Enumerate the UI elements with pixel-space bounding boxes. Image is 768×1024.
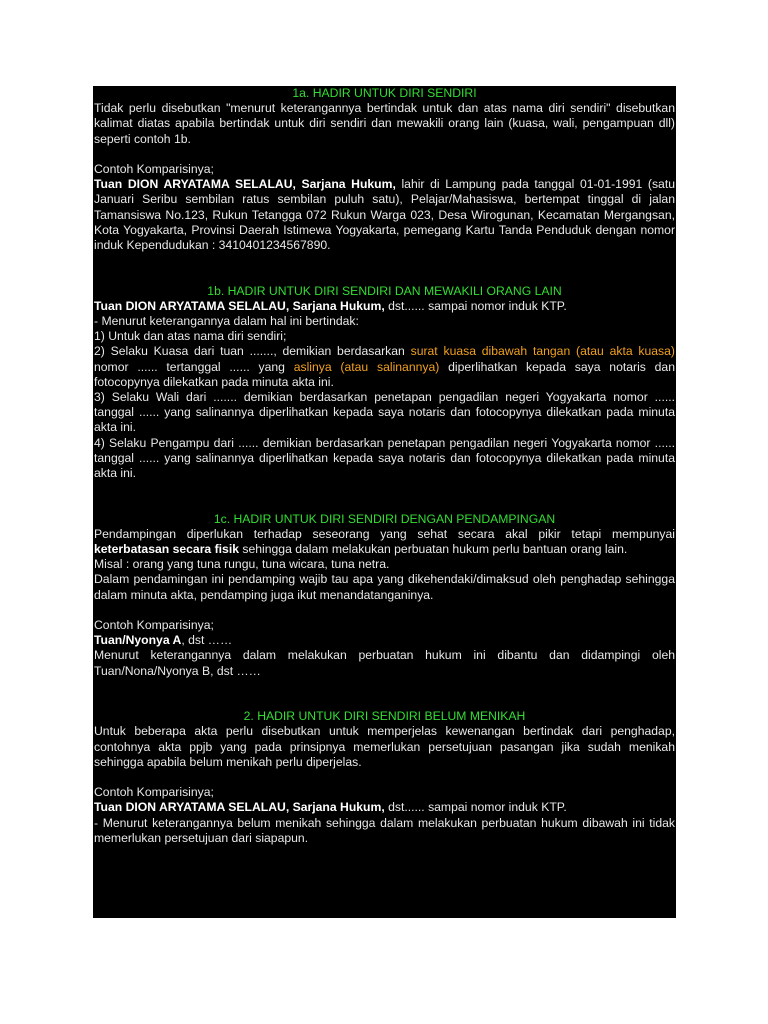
section-2-example-body: - Menurut keterangannya belum menikah sehingga dalam melakukan perbuatan hukum dibawah ini tidak memerlukan persetujuan dari siapapun. — [94, 815, 675, 845]
section-1c-p1-b: sehingga dalam melakukan perbuatan hukum perlu bantuan orang lain. — [239, 542, 628, 557]
section-1b-name: Tuan DION ARYATAMA SELALAU, Sarjana Hukum, — [94, 298, 385, 313]
section-1a-example-name: Tuan DION ARYATAMA SELALAU, Sarjana Hukum, — [94, 177, 396, 192]
section-1c-heading: 1c. HADIR UNTUK DIRI SENDIRI DENGAN PENDAMPINGAN — [213, 511, 556, 526]
section-2-example-name: Tuan DION ARYATAMA SELALAU, Sarjana Hukum, — [94, 800, 385, 815]
section-1b-heading: 1b. HADIR UNTUK DIRI SENDIRI DAN MEWAKILI ORANG LAIN — [207, 283, 562, 298]
section-1b-intro: - Menurut keterangannya dalam hal ini bertindak: — [94, 314, 359, 329]
section-1b-name-rest: dst...... sampai nomor induk KTP. — [384, 298, 567, 313]
section-1c-paragraph-1 — [94, 527, 675, 557]
section-1c-example-name-rest: , dst …… — [181, 633, 233, 648]
section-1c-p1-bold: keterbatasan secara fisik — [94, 542, 239, 557]
section-1a-heading: 1a. HADIR UNTUK DIRI SENDIRI — [292, 86, 477, 100]
section-1b-item-2-a: 2) Selaku Kuasa dari tuan ......., demikian berdasarkan — [94, 344, 411, 359]
section-1b-item-1: 1) Untuk dan atas nama diri sendiri; — [94, 329, 287, 344]
section-1a-example — [94, 177, 675, 253]
section-1b-item-2-c: diperlihatkan kepada saya notaris dan fotocopynya dilekatkan pada minuta akta ini. — [94, 359, 675, 389]
section-1c-p1-a: Pendampingan diperlukan terhadap seseorang yang sehat secara akal pikir tetapi mempunyai — [94, 526, 675, 541]
section-1a-example-rest: lahir di Lampung pada tanggal 01-01-1991 (satu Januari Seribu sembilan ratus sembilan puluh satu), Pelajar/Mahasiswa, bertempat tinggal di jalan Tamansiswa No.123, Rukun Tetangga 072 Rukun Warga 023, Desa Wirogunan, Kecamatan Mergangsan, Kota Yogyakarta, Provinsi Daerah Istimewa Yogyakarta, pemegang Kartu Tanda Penduduk dengan nomor induk Kependudukan : 3410401234567890. — [94, 177, 675, 253]
document-page — [93, 86, 676, 918]
section-1c-example-name-line — [94, 633, 675, 648]
section-1c-example-label: Contoh Komparisinya; — [94, 618, 214, 633]
section-2-heading: 2. HADIR UNTUK DIRI SENDIRI BELUM MENIKAH — [243, 709, 526, 724]
section-1b-item-2-b: nomor ...... tertanggal ...... yang — [94, 359, 294, 374]
section-1b-item-2-highlight-1: surat kuasa dibawah tangan (atau akta kuasa) — [410, 344, 675, 359]
section-1a-body: Tidak perlu disebutkan "menurut keterangannya bertindak untuk dan atas nama diri sendiri" disebutkan kalimat diatas apabila bertindak untuk diri sendiri dan mewakili orang lain (kuasa, wali, pengampuan dll) seperti contoh 1b. — [94, 101, 675, 146]
section-1c-paragraph-3: Dalam pendamingan ini pendamping wajib tau apa yang dikehendaki/dimaksud oleh penghadap sehingga dalam minuta akta, pendamping juga ikut menandatanganinya. — [94, 572, 675, 602]
section-1b-item-2 — [94, 344, 675, 390]
section-2-body: Untuk beberapa akta perlu disebutkan untuk memperjelas kewenangan bertindak dari penghadap, contohnya akta ppjb yang pada prinsipnya memerlukan persetujuan pasangan jika sudah menikah sehingga apabila belum menikah perlu diperjelas. — [94, 724, 675, 769]
section-1b-item-3: 3) Selaku Wali dari ....... demikian berdasarkan penetapan pengadilan negeri Yogyakarta nomor ...... tanggal ...... yang salinannya diperlihatkan kepada saya notaris dan fotocopynya dilekatkan pada minuta akta ini. — [94, 390, 675, 435]
section-2-example-name-line — [94, 800, 675, 815]
section-1b-item-4: 4) Selaku Pengampu dari ...... demikian berdasarkan penetapan pengadilan negeri Yogyakarta nomor ...... tanggal ...... yang salinannya diperlihatkan kepada saya notaris dan fotocopynya dilekatkan pada minuta akta ini. — [94, 435, 675, 481]
section-1c-paragraph-2: Misal : orang yang tuna rungu, tuna wicara, tuna netra. — [94, 557, 390, 572]
section-1c-example-body: Menurut keterangannya dalam melakukan perbuatan hukum ini dibantu dan didampingi oleh Tuan/Nona/Nyonya B, dst …… — [94, 648, 675, 678]
section-1b-name-line — [94, 299, 675, 314]
section-2-example-label: Contoh Komparisinya; — [94, 785, 214, 800]
section-2-example-name-rest: dst...... sampai nomor induk KTP. — [384, 800, 567, 815]
section-1b-item-2-highlight-2: aslinya (atau salinannya) — [293, 359, 440, 374]
section-1c-example-name: Tuan/Nyonya A — [94, 633, 182, 648]
section-1a-example-label: Contoh Komparisinya; — [94, 162, 214, 176]
